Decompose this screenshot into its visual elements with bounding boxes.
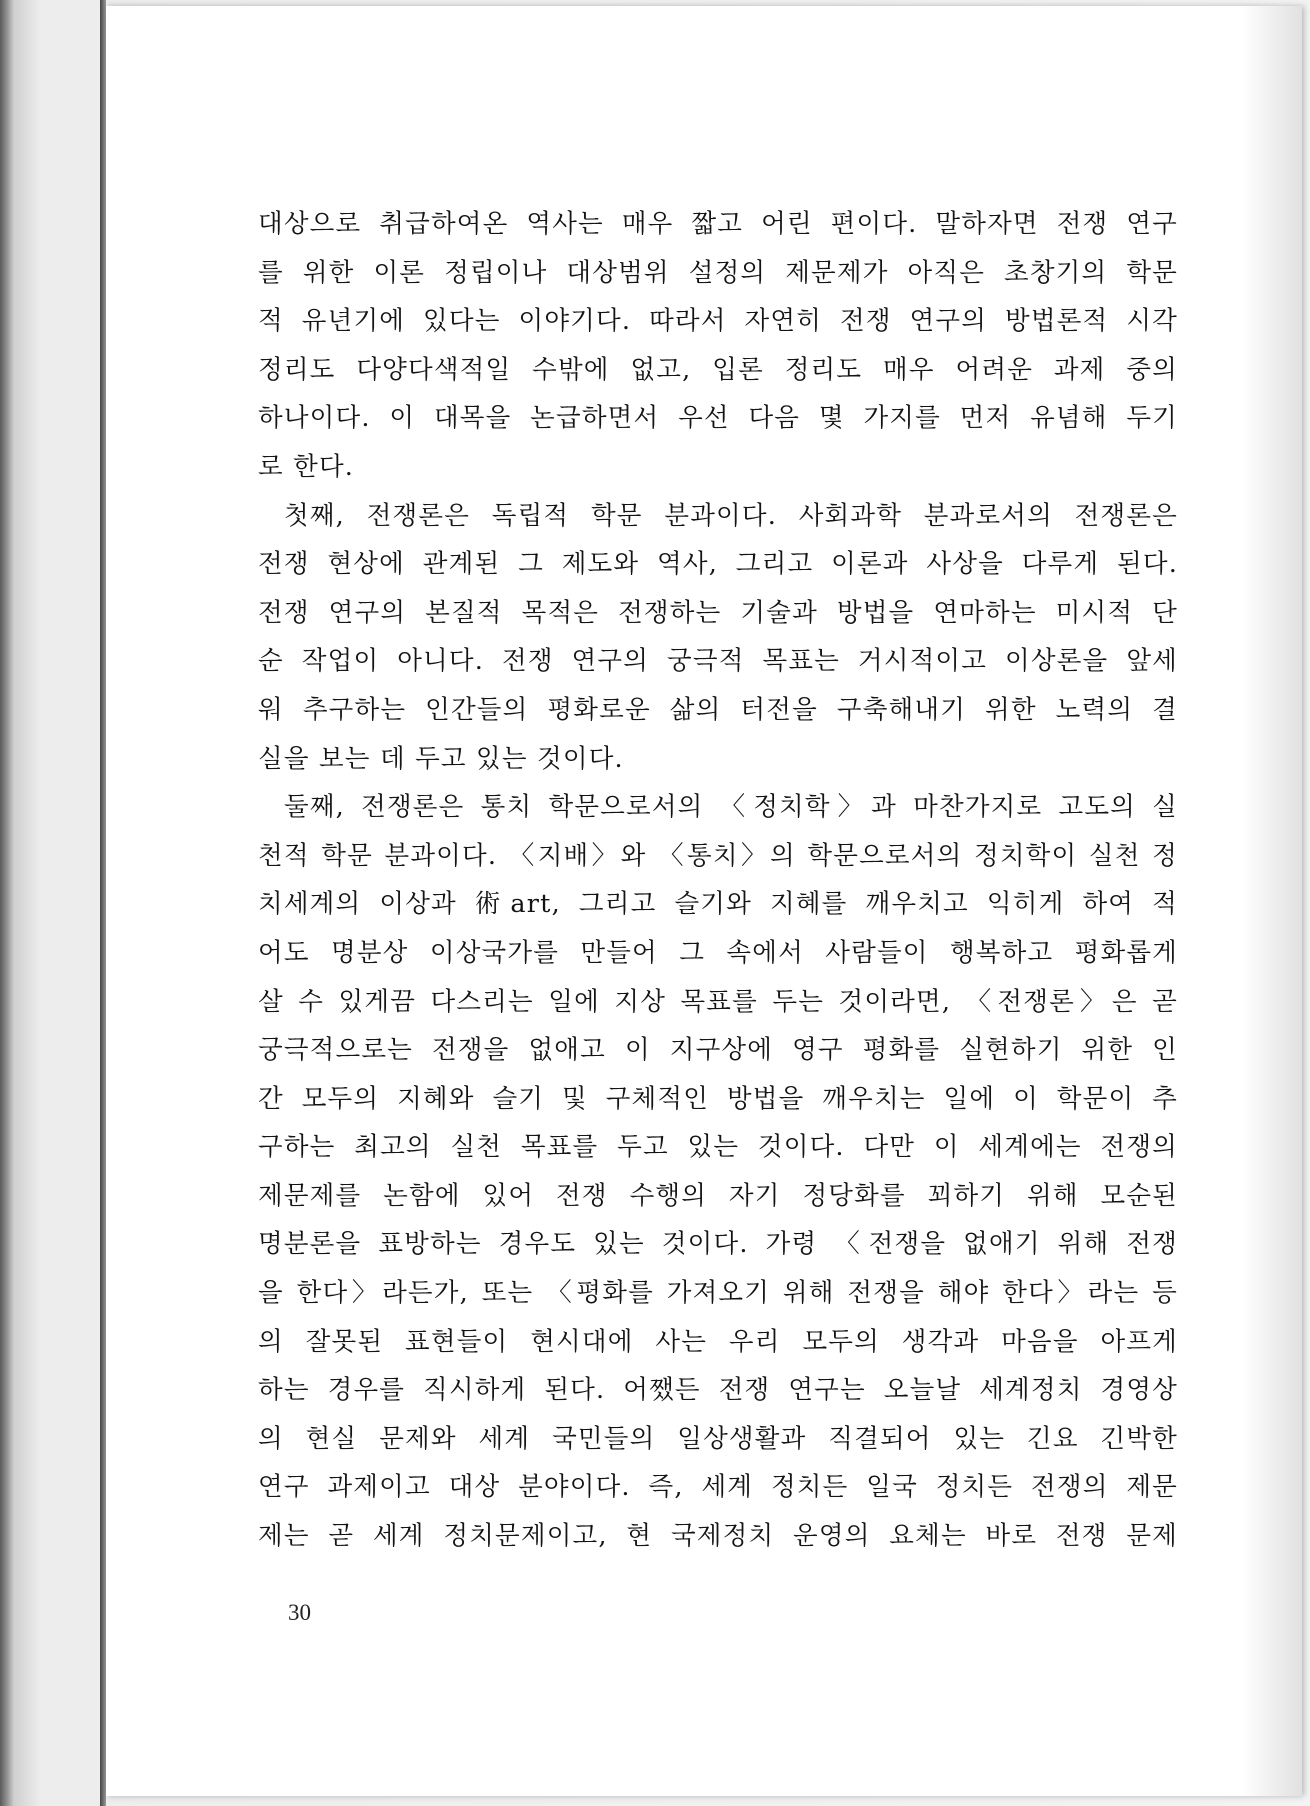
text-line: 천적 학문 분과이다. 〈지배〉와 〈통치〉의 학문으로서의 정치학이 실천 정 — [258, 840, 1178, 871]
text-line: 를 위한 이론 정립이나 대상범위 설정의 제문제가 아직은 초창기의 학문 — [258, 257, 1178, 288]
text-line: 하나이다. 이 대목을 논급하면서 우선 다음 몇 가지를 먼저 유념해 두기 — [258, 403, 1178, 434]
text-line: 구하는 최고의 실천 목표를 두고 있는 것이다. 다만 이 세계에는 전쟁의 — [258, 1132, 1178, 1163]
text-line: 정리도 다양다색적일 수밖에 없고, 입론 정리도 매우 어려운 과제 중의 — [258, 354, 1178, 385]
paragraph — [258, 783, 1178, 1561]
text-line: 치세계의 이상과 術art, 그리고 슬기와 지혜를 깨우치고 익히게 하여 적 — [258, 889, 1178, 920]
text-line: 순 작업이 아니다. 전쟁 연구의 궁극적 목표는 거시적이고 이상론을 앞세 — [258, 646, 1178, 677]
text-line: 워 추구하는 인간들의 평화로운 삶의 터전을 구축해내기 위한 노력의 결 — [258, 694, 1178, 725]
text-line: 의 현실 문제와 세계 국민들의 일상생활과 직결되어 있는 긴요 긴박한 — [258, 1423, 1178, 1454]
page-curl-shadow — [1242, 6, 1302, 1796]
text-line: 명분론을 표방하는 경우도 있는 것이다. 가령 〈전쟁을 없애기 위해 전쟁 — [258, 1229, 1178, 1260]
text-line: 어도 명분상 이상국가를 만들어 그 속에서 사람들이 행복하고 평화롭게 — [258, 937, 1178, 968]
text-line: 로 한다. — [258, 451, 355, 482]
page-number: 30 — [288, 1600, 311, 1625]
paragraph — [258, 492, 1178, 784]
text-line: 실을 보는 데 두고 있는 것이다. — [258, 743, 624, 774]
text-line: 전쟁 연구의 본질적 목적은 전쟁하는 기술과 방법을 연마하는 미시적 단 — [258, 597, 1178, 628]
text-line: 대상으로 취급하여온 역사는 매우 짧고 어린 편이다. 말하자면 전쟁 연구 — [258, 209, 1178, 239]
text-line: 의 잘못된 표현들이 현시대에 사는 우리 모두의 생각과 마음을 아프게 — [258, 1326, 1178, 1357]
text-line: 적 유년기에 있다는 이야기다. 따라서 자연히 전쟁 연구의 방법론적 시각 — [258, 306, 1178, 337]
text-line: 하는 경우를 직시하게 된다. 어쨌든 전쟁 연구는 오늘날 세계정치 경영상 — [258, 1375, 1178, 1406]
text-line: 첫째, 전쟁론은 독립적 학문 분과이다. 사회과학 분과로서의 전쟁론은 — [284, 500, 1178, 531]
text-line: 간 모두의 지혜와 슬기 및 구체적인 방법을 깨우치는 일에 이 학문이 추 — [258, 1083, 1178, 1114]
paragraph — [258, 200, 1178, 492]
text-line: 살 수 있게끔 다스리는 일에 지상 목표를 두는 것이라면, 〈전쟁론〉은 곧 — [258, 986, 1178, 1017]
text-line: 제문제를 논함에 있어 전쟁 수행의 자기 정당화를 꾀하기 위해 모순된 — [258, 1180, 1178, 1211]
body-text — [258, 200, 1178, 1561]
text-line: 궁극적으로는 전쟁을 없애고 이 지구상에 영구 평화를 실현하기 위한 인 — [258, 1035, 1178, 1066]
text-line: 을 한다〉라든가, 또는 〈평화를 가져오기 위해 전쟁을 해야 한다〉라는 등 — [258, 1278, 1178, 1309]
text-line: 둘째, 전쟁론은 통치 학문으로서의 〈정치학〉과 마찬가지로 고도의 실 — [284, 792, 1178, 823]
text-line: 전쟁 현상에 관계된 그 제도와 역사, 그리고 이론과 사상을 다루게 된다. — [258, 549, 1178, 580]
text-line: 제는 곧 세계 정치문제이고, 현 국제정치 운영의 요체는 바로 전쟁 문제 — [258, 1521, 1178, 1552]
text-line: 연구 과제이고 대상 분야이다. 즉, 세계 정치든 일국 정치든 전쟁의 제문 — [258, 1472, 1178, 1503]
